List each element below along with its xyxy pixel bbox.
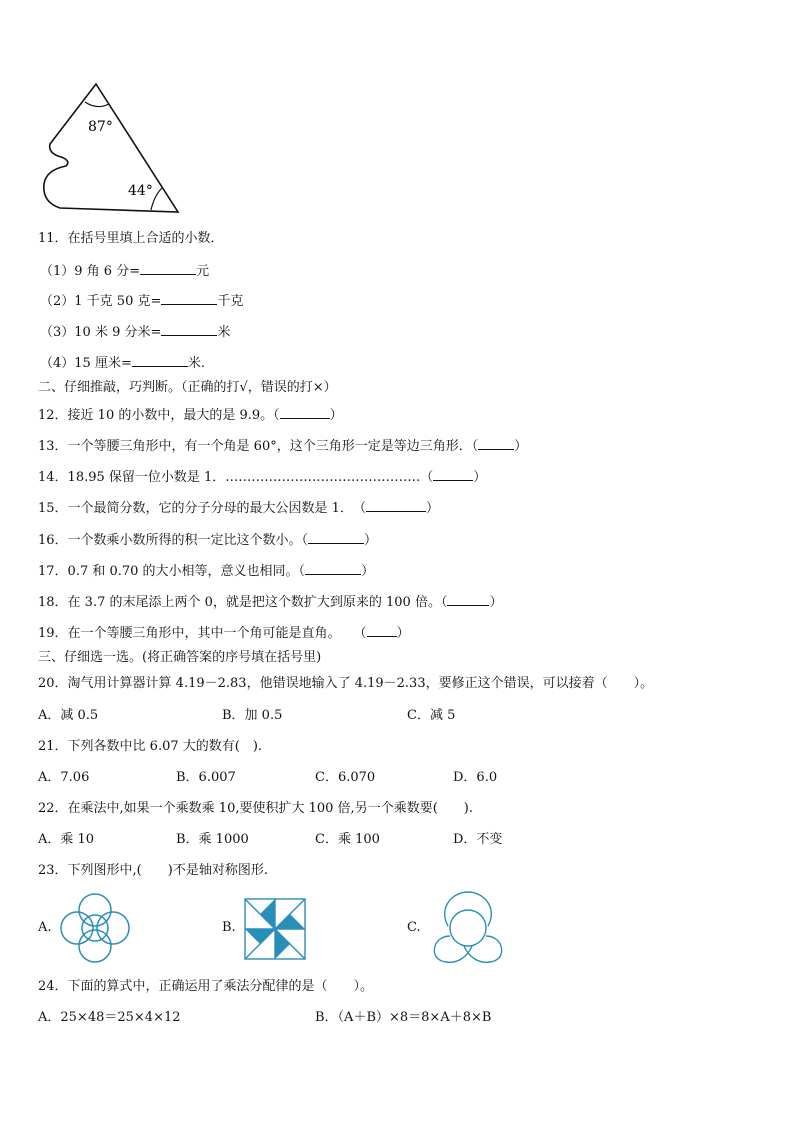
judge-q12-text: 12．接近 10 的小数中，最大的是 9.9。（: [38, 408, 280, 423]
judge-q14: [38, 468, 486, 486]
q11-item-1-text: （1）9 角 6 分=: [40, 264, 141, 279]
angle-label-top: 87°: [88, 119, 113, 135]
judge-q15: [38, 499, 439, 517]
judge-q12: [38, 406, 343, 424]
q11-item-3-text: （3）10 米 9 分米=: [40, 325, 162, 340]
q22-option-c[interactable]: C．乘 100: [315, 832, 380, 847]
q20-option-c[interactable]: C．减 5: [407, 708, 456, 723]
answer-blank[interactable]: [308, 531, 364, 544]
judge-q17: [38, 562, 374, 580]
q11-item-1: [40, 262, 209, 280]
judge-q13-close: ）: [514, 439, 528, 454]
q23-option-c-label[interactable]: C.: [407, 920, 421, 935]
judge-q19: [38, 624, 410, 642]
q11-item-3: [40, 323, 230, 341]
q22-stem: 22．在乘法中,如果一个乘数乘 10,要使积扩大 100 倍,另一个乘数要( ).: [38, 801, 473, 816]
q23-option-a-label[interactable]: A.: [38, 920, 52, 935]
q11-item-1-unit: 元: [196, 264, 210, 279]
q22-option-d[interactable]: D．不变: [453, 832, 503, 847]
q21-option-d[interactable]: D．6.0: [453, 770, 498, 785]
section-3-title: 三、仔细选一选。(将正确答案的序号填在括号里): [38, 650, 322, 665]
answer-blank[interactable]: [367, 624, 397, 637]
trefoil-figure: [428, 890, 508, 965]
answer-blank[interactable]: [478, 437, 514, 450]
q21-option-c[interactable]: C．6.070: [315, 770, 376, 785]
judge-q16-close: ）: [364, 533, 378, 548]
answer-blank[interactable]: [132, 354, 188, 367]
q24-option-b[interactable]: B．（A＋B）×8＝8×A＋8×B: [315, 1010, 492, 1025]
answer-blank[interactable]: [161, 292, 217, 305]
q20-stem: 20．淘气用计算器计算 4.19－2.83，他错误地输入了 4.19－2.33，要修正这个错误，可以接着（ ）。: [38, 676, 654, 691]
answer-blank[interactable]: [140, 262, 196, 275]
judge-q15-close: ）: [425, 501, 439, 516]
q11-item-4-text: （4）15 厘米=: [40, 356, 132, 371]
judge-q19-text: 19．在一个等腰三角形中，其中一个角可能是直角。 （: [38, 626, 367, 641]
answer-blank[interactable]: [447, 593, 489, 606]
answer-blank[interactable]: [161, 323, 217, 336]
q23-option-b-label[interactable]: B.: [222, 920, 236, 935]
judge-q18: [38, 593, 502, 611]
q11-item-2-text: （2）1 千克 50 克=: [40, 294, 162, 309]
q20-option-b[interactable]: B．加 0.5: [222, 708, 283, 723]
q23-stem: 23．下列图形中,( )不是轴对称图形.: [38, 863, 268, 878]
pinwheel-figure: [244, 898, 306, 960]
q21-stem: 21．下列各数中比 6.07 大的数有( ).: [38, 739, 263, 754]
judge-q18-text: 18．在 3.7 的末尾添上两个 0，就是把这个数扩大到原来的 100 倍。（: [38, 595, 448, 610]
four-circle-flower-figure: [60, 893, 130, 963]
q21-option-a[interactable]: A．7.06: [38, 770, 90, 785]
answer-blank[interactable]: [305, 562, 361, 575]
judge-q14-text: 14．18.95 保留一位小数是 1．………………………………………（: [38, 470, 434, 485]
q22-option-a[interactable]: A．乘 10: [38, 832, 95, 847]
judge-q12-close: ）: [329, 408, 343, 423]
q21-option-b[interactable]: B．6.007: [176, 770, 236, 785]
judge-q15-text: 15．一个最简分数，它的分子分母的最大公因数是 1． （: [38, 501, 366, 516]
q11-item-2: [40, 292, 243, 310]
judge-q16: [38, 531, 377, 549]
torn-triangle-figure: [38, 78, 188, 218]
angle-label-bottom: 44°: [128, 183, 153, 199]
q11-item-3-unit: 米: [217, 325, 231, 340]
judge-q18-close: ）: [489, 595, 503, 610]
judge-q17-close: ）: [361, 564, 375, 579]
answer-blank[interactable]: [366, 499, 426, 512]
q24-option-a[interactable]: A．25×48＝25×4×12: [38, 1010, 181, 1025]
judge-q13: [38, 437, 527, 455]
judge-q17-text: 17．0.7 和 0.70 的大小相等，意义也相同。（: [38, 564, 306, 579]
q11-item-2-unit: 千克: [217, 294, 244, 309]
judge-q13-text: 13．一个等腰三角形中，有一个角是 60°，这个三角形一定是等边三角形．（: [38, 439, 479, 454]
q11-item-4-unit: 米.: [187, 356, 205, 371]
judge-q19-close: ）: [396, 626, 410, 641]
q22-option-b[interactable]: B．乘 1000: [176, 832, 249, 847]
q11-item-4: [40, 354, 205, 372]
angle-arc-top: [85, 102, 109, 107]
answer-blank[interactable]: [433, 468, 473, 481]
judge-q14-close: ）: [473, 470, 487, 485]
q11-stem: 11．在括号里填上合适的小数．: [38, 231, 224, 246]
section-2-title: 二、仔细推敲，巧判断。（正确的打√，错误的打×）: [38, 380, 337, 395]
answer-blank[interactable]: [280, 406, 330, 419]
q20-option-a[interactable]: A．减 0.5: [38, 708, 99, 723]
q24-stem: 24．下面的算式中，正确运用了乘法分配律的是（ ）。: [38, 979, 374, 994]
judge-q16-text: 16．一个数乘小数所得的积一定比这个数小。（: [38, 533, 309, 548]
